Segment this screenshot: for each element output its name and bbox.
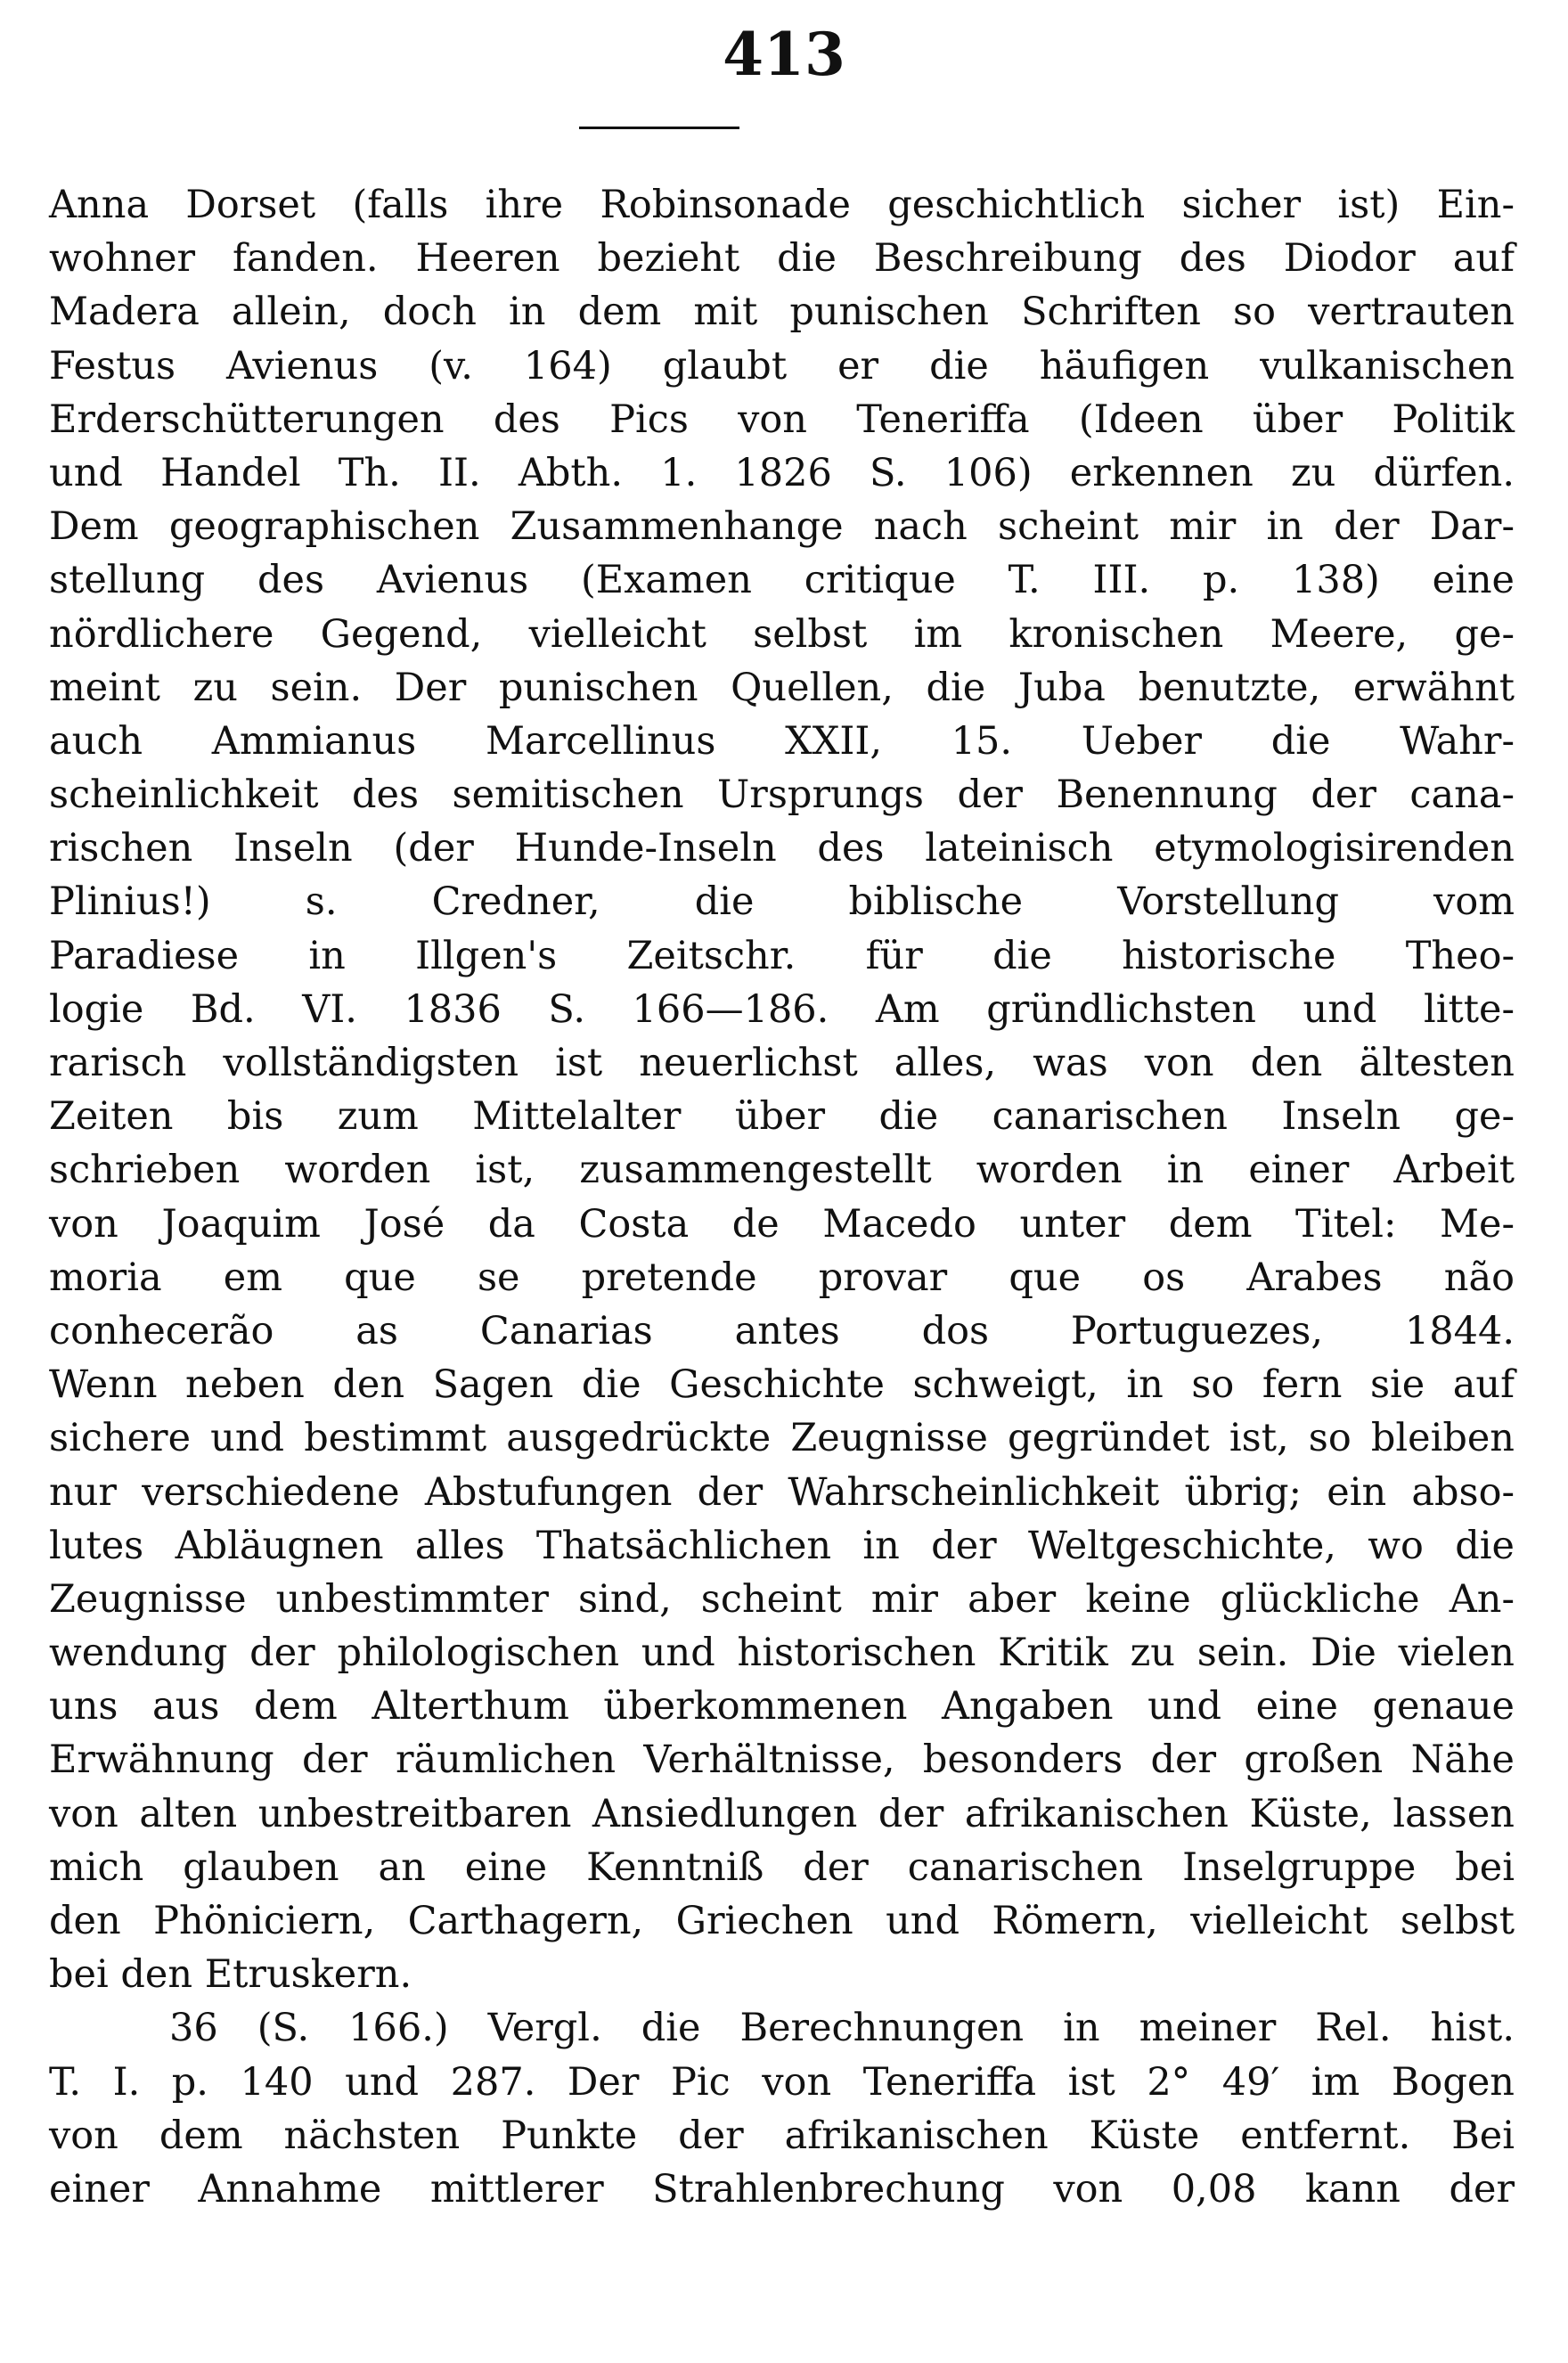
text-line: logie Bd. VI. 1836 S. 166—186. Am gründlichsten und litte- (49, 986, 1515, 1032)
text-line: von Joaquim José da Costa de Macedo unter dem Titel: Me- (49, 1201, 1515, 1247)
text-line: den Phöniciern, Carthagern, Griechen und Römern, vielleicht selbst (49, 1899, 1515, 1943)
text-line: bei den Etruskern. (49, 1952, 412, 1998)
text-line: Anna Dorset (falls ihre Robinsonade geschichtlich sicher ist) Ein- (49, 183, 1515, 227)
body-text (49, 178, 1515, 2216)
text-line: Madera allein, doch in dem mit punischen Schriften so vertrauten (49, 290, 1515, 335)
text-line: von dem nächsten Punkte der afrikanischen Küste entfernt. Bei (49, 2113, 1515, 2158)
text-line: lutes Abläugnen alles Thatsächlichen in der Weltgeschichte, wo die (49, 1523, 1515, 1568)
paragraph-1 (49, 178, 1515, 2001)
text-line: scheinlichkeit des semitischen Ursprungs der Benennung der cana- (49, 773, 1515, 818)
text-line: Erwähnung der räumlichen Verhältnisse, besonders der großen Nähe (49, 1738, 1515, 1783)
text-line: 36 (S. 166.) Vergl. die Berechnungen in meiner Rel. hist. (169, 2006, 1515, 2051)
text-line: Zeugnisse unbestimmter sind, scheint mir aber keine glückliche An- (49, 1576, 1515, 1622)
text-line: stellung des Avienus (Examen critique T. III. p. 138) eine (49, 558, 1515, 603)
text-line: mich glauben an eine Kenntniß der canarischen Inselgruppe bei (49, 1844, 1515, 1890)
text-line: nördlichere Gegend, vielleicht selbst im kronischen Meere, ge- (49, 611, 1515, 657)
text-line: nur verschiedene Abstufungen der Wahrscheinlichkeit übrig; ein abso- (49, 1469, 1515, 1515)
text-line: sichere und bestimmt ausgedrückte Zeugnisse gegründet ist, so bleiben (49, 1416, 1515, 1461)
text-line: auch Ammianus Marcellinus XXII, 15. Ueber die Wahr- (49, 718, 1515, 764)
text-line: von alten unbestreitbaren Ansiedlungen der afrikanischen Küste, lassen (49, 1791, 1515, 1836)
text-line: und Handel Th. II. Abth. 1. 1826 S. 106) erkennen zu dürfen. (49, 450, 1515, 495)
text-line: Wenn neben den Sagen die Geschichte schweigt, in so fern sie auf (49, 1362, 1515, 1408)
text-line: Erderschütterungen des Pics von Teneriffa (Ideen über Politik (49, 397, 1515, 442)
text-line: conhecerão as Canarias antes dos Portuguezes, 1844. (49, 1308, 1515, 1353)
page-number: 413 (723, 20, 845, 89)
text-line: Festus Avienus (v. 164) glaubt er die häufigen vulkanischen (49, 343, 1515, 388)
header-rule (579, 127, 739, 129)
text-line: Dem geographischen Zusammenhange nach scheint mir in der Dar- (49, 504, 1515, 550)
text-line: wendung der philologischen und historischen Kritik zu sein. Die vielen (49, 1631, 1515, 1676)
text-line: Paradiese in Illgen's Zeitschr. für die historische Theo- (49, 933, 1515, 978)
text-line: wohner fanden. Heeren bezieht die Beschreibung des Diodor auf (49, 236, 1515, 282)
text-line: Plinius!) s. Credner, die biblische Vorstellung vom (49, 879, 1515, 925)
text-line: Zeiten bis zum Mittelalter über die canarischen Inseln ge- (49, 1094, 1515, 1140)
text-line: rischen Inseln (der Hunde-Inseln des lateinisch etymologisirenden (49, 826, 1515, 871)
text-line: moria em que se pretende provar que os Arabes não (49, 1255, 1515, 1300)
paragraph-2 (49, 2001, 1515, 2216)
text-line: schrieben worden ist, zusammengestellt worden in einer Arbeit (49, 1148, 1515, 1193)
text-line: T. I. p. 140 und 287. Der Pic von Teneriffa ist 2° 49′ im Bogen (49, 2059, 1515, 2105)
text-line: einer Annahme mittlerer Strahlenbrechung von 0,08 kann der (49, 2166, 1515, 2212)
text-line: meint zu sein. Der punischen Quellen, die Juba benutzte, erwähnt (49, 665, 1515, 710)
text-line: rarisch vollständigsten ist neuerlichst alles, was von den ältesten (49, 1041, 1515, 1085)
text-line: uns aus dem Alterthum überkommenen Angaben und eine genaue (49, 1684, 1515, 1729)
